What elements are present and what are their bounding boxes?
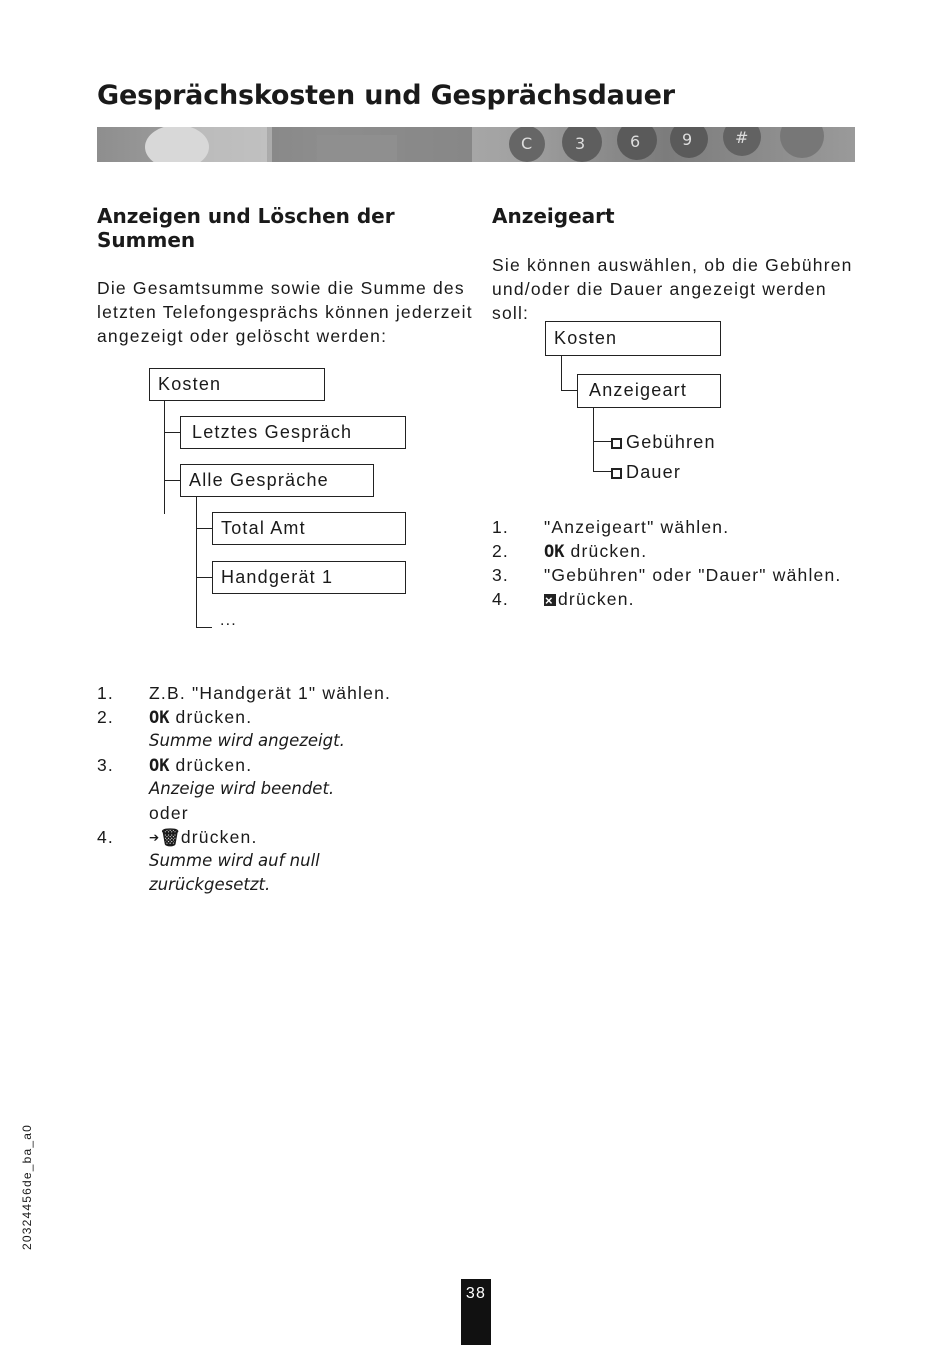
step-note: Anzeige wird beendet.	[149, 779, 335, 798]
menu-more-ellipsis: ...	[220, 612, 237, 629]
right-section-heading: Anzeigeart	[492, 204, 615, 228]
step-note: zurückgesetzt.	[149, 875, 271, 894]
option-label: Gebühren	[626, 432, 716, 452]
step-note-row	[97, 849, 477, 873]
left-intro-line: Die Gesamtsumme sowie die Summe des	[97, 278, 465, 298]
step-note-row	[97, 777, 477, 801]
right-steps-list	[492, 515, 882, 611]
right-intro-line: Sie können auswählen, ob die Gebühren	[492, 255, 853, 275]
checkbox-checked-icon	[544, 594, 556, 606]
step-number: 3.	[97, 755, 114, 775]
menu-box-kosten: Kosten	[545, 321, 721, 356]
menu-box-total-amt: Total Amt	[212, 512, 406, 545]
svg-text:9: 9	[682, 130, 693, 149]
step-text: "Gebühren" oder "Dauer" wählen.	[544, 565, 842, 585]
step-text: Z.B. "Handgerät 1" wählen.	[149, 683, 392, 703]
left-intro-text	[97, 276, 477, 348]
svg-text:3: 3	[575, 134, 586, 153]
menu-box-handgeraet-1: Handgerät 1	[212, 561, 406, 594]
step-number: 3.	[492, 565, 509, 585]
svg-text:6: 6	[630, 132, 641, 151]
menu-box-alle-gespraeche: Alle Gespräche	[180, 464, 374, 497]
menu-box-anzeigeart: Anzeigeart	[577, 374, 721, 408]
step-text: "Anzeigeart" wählen.	[544, 517, 730, 537]
step-note-row	[97, 729, 477, 753]
step-number: 4.	[97, 827, 114, 847]
ok-key-icon: OK	[544, 542, 565, 562]
ok-key-icon: OK	[149, 756, 170, 776]
left-intro-line: angezeigt oder gelöscht werden:	[97, 326, 388, 346]
option-gebuehren	[611, 430, 716, 454]
document-code: 20324456de_ba_a0	[20, 1124, 34, 1250]
step-or-row	[97, 801, 477, 825]
page-number: 38	[465, 1285, 487, 1302]
step-text: drücken.	[169, 707, 253, 727]
step-number: 1.	[492, 517, 509, 537]
step-item	[97, 681, 477, 705]
step-item	[492, 587, 882, 611]
page-number-tab	[461, 1279, 491, 1345]
ok-key-icon: OK	[149, 708, 170, 728]
step-item	[492, 563, 882, 587]
menu-box-kosten: Kosten	[149, 368, 325, 401]
step-number: 2.	[492, 541, 509, 561]
left-intro-line: letzten Telefongesprächs können jederzeit	[97, 302, 473, 322]
step-item	[97, 705, 477, 729]
step-text: drücken.	[558, 589, 635, 609]
page-title: Gesprächskosten und Gesprächsdauer	[97, 80, 675, 111]
step-item	[492, 539, 882, 563]
step-number: 4.	[492, 589, 509, 609]
left-steps-list	[97, 681, 477, 897]
keypad-banner-image	[97, 127, 855, 162]
option-dauer	[611, 460, 681, 484]
step-item	[97, 825, 477, 849]
step-text: drücken.	[180, 827, 258, 847]
option-label: Dauer	[626, 462, 682, 482]
step-or-text: oder	[149, 803, 189, 823]
right-intro-text	[492, 253, 862, 325]
svg-text:#: #	[735, 128, 749, 147]
menu-box-letztes-gespraech: Letztes Gespräch	[180, 416, 406, 449]
step-number: 2.	[97, 707, 114, 727]
svg-text:C: C	[521, 134, 533, 153]
step-number: 1.	[97, 683, 114, 703]
left-section-heading: Anzeigen und Löschen der Summen	[97, 204, 395, 252]
step-item	[97, 753, 477, 777]
arrow-delete-icon: ➔🗑	[149, 828, 181, 848]
checkbox-empty-icon	[611, 438, 622, 449]
right-intro-line: und/oder die Dauer angezeigt werden soll:	[492, 279, 827, 323]
step-note: Summe wird angezeigt.	[149, 731, 345, 750]
step-text: drücken.	[169, 755, 253, 775]
step-note: Summe wird auf null	[149, 851, 320, 870]
step-note-row	[97, 873, 477, 897]
step-text: drücken.	[564, 541, 648, 561]
step-item	[492, 515, 882, 539]
checkbox-empty-icon	[611, 468, 622, 479]
